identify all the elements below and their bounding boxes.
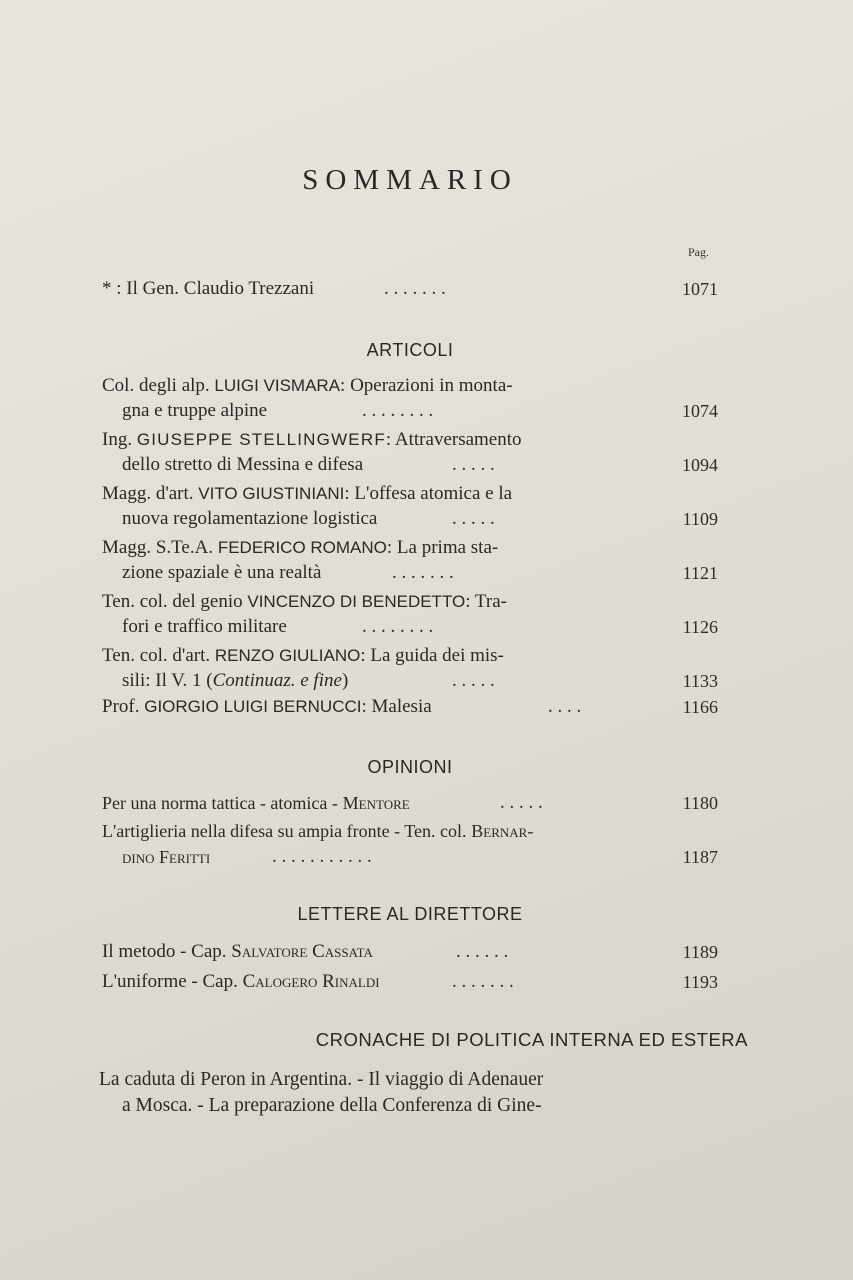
entry-page: 1109 <box>682 509 718 529</box>
entry-title: : L'offesa atomica e la <box>344 483 513 504</box>
entry-text: L'artiglieria nella difesa su ampia fronte - Ten. col. <box>102 821 467 841</box>
entry-text: Il metodo - Cap. <box>102 941 227 962</box>
section-heading-lettere: LETTERE AL DIRETTORE <box>297 904 523 924</box>
entry-page: 1180 <box>682 793 718 813</box>
toc-entry[interactable] <box>102 694 718 720</box>
toc-entry[interactable] <box>102 790 718 816</box>
leader-dots: . . . . . . . <box>384 278 446 299</box>
toc-entry-continuation[interactable] <box>122 398 718 424</box>
toc-entry[interactable] <box>102 818 718 844</box>
leader-dots: . . . . . <box>500 792 543 813</box>
author-name: VINCENZO DI BENEDETTO <box>247 592 466 611</box>
entry-title-end: ) <box>341 670 349 691</box>
leader-dots: . . . . <box>548 696 582 717</box>
toc-entry-continuation[interactable] <box>122 452 718 478</box>
leader-dots: . . . . . <box>452 454 495 475</box>
entry-text: Per una norma tattica - atomica - <box>102 793 338 813</box>
toc-entry[interactable] <box>102 969 718 995</box>
leader-dots: . . . . . . <box>456 941 509 962</box>
leader-dots: . . . . . . . . <box>362 400 434 421</box>
entry-title: : Tra- <box>465 591 507 612</box>
entry-page: 1166 <box>682 697 718 717</box>
entry-title-cont: gna e truppe alpine <box>122 400 268 421</box>
leader-dots: . . . . . <box>452 508 495 529</box>
author-name: GIUSEPPE STELLINGWERF <box>136 430 386 449</box>
entry-page: 1074 <box>682 401 718 421</box>
entry-title-cont: nuova regolamentazione logistica <box>122 508 378 529</box>
author-rank: Ten. col. del genio <box>102 591 243 612</box>
entry-title-cont: dello stretto di Messina e difesa <box>122 454 364 475</box>
author-rank: Ten. col. d'art. <box>102 645 211 666</box>
leader-dots: . . . . . <box>452 670 495 691</box>
toc-entry[interactable] <box>102 589 718 615</box>
entry-page: 1187 <box>682 847 718 867</box>
section-heading-articoli: ARTICOLI <box>366 340 454 360</box>
section-heading-cronache: CRONACHE DI POLITICA INTERNA ED ESTERA <box>315 1029 748 1050</box>
author-rank: Col. degli alp. <box>102 375 210 396</box>
author-rank: Magg. d'art. <box>102 483 194 504</box>
author-name: Salvatore Cassata <box>231 941 373 962</box>
entry-page: 1071 <box>682 279 718 299</box>
leader-dots: . . . . . . . <box>392 562 454 583</box>
toc-entry[interactable] <box>102 481 718 507</box>
page-column-label: Pag. <box>688 245 709 259</box>
toc-entry-continuation[interactable] <box>122 668 718 694</box>
author-name-cont: dino Feritti <box>122 847 211 867</box>
entry-title: : La guida dei mis- <box>360 645 504 666</box>
entry-title-italic: Continuaz. e fine <box>212 670 342 691</box>
entry-text: La caduta di Peron in Argentina. - Il viaggio di Adenauer <box>99 1069 544 1090</box>
author-name: Calogero Rinaldi <box>242 971 380 992</box>
entry-title: : Attraversamento <box>385 429 522 450</box>
author-name: GIORGIO LUIGI BERNUCCI <box>144 697 362 716</box>
entry-title-cont: sili: Il V. 1 ( <box>122 670 213 691</box>
entry-page: 1193 <box>682 972 718 992</box>
author-name: FEDERICO ROMANO <box>217 538 387 557</box>
toc-entry[interactable] <box>99 1067 715 1093</box>
toc-entry-continuation[interactable] <box>122 844 718 870</box>
entry-title-cont: zione spaziale è una realtà <box>122 562 322 583</box>
section-heading-opinioni: OPINIONI <box>367 757 453 777</box>
author-name: Mentore <box>342 793 410 813</box>
toc-entry-continuation[interactable] <box>122 1093 738 1119</box>
author-rank: Magg. S.Te.A. <box>102 537 214 558</box>
toc-entry-intro[interactable] <box>102 276 718 302</box>
toc-entry-continuation[interactable] <box>122 506 718 532</box>
toc-entry[interactable] <box>102 939 718 965</box>
entry-page: 1094 <box>682 455 718 475</box>
entry-text-cont: a Mosca. - La preparazione della Conferenza di Gine- <box>122 1095 542 1116</box>
entry-page: 1126 <box>682 617 718 637</box>
page-title: SOMMARIO <box>302 164 518 196</box>
entry-page: 1121 <box>682 563 718 583</box>
toc-entry[interactable] <box>102 427 718 453</box>
entry-page: 1133 <box>682 671 718 691</box>
author-rank: Ing. <box>102 429 133 450</box>
entry-text: * : Il Gen. Claudio Trezzani <box>102 278 315 299</box>
leader-dots: . . . . . . . . . . . <box>272 846 372 867</box>
entry-title: : Malesia <box>361 696 432 717</box>
entry-title: : La prima sta- <box>386 537 499 558</box>
entry-text: L'uniforme - Cap. <box>102 971 238 992</box>
toc-entry-continuation[interactable] <box>122 560 718 586</box>
leader-dots: . . . . . . . <box>452 971 514 992</box>
author-name: VITO GIUSTINIANI <box>198 484 345 503</box>
author-name: Bernar- <box>471 821 534 841</box>
author-name: LUIGI VISMARA <box>214 376 341 395</box>
toc-entry[interactable] <box>102 535 718 561</box>
author-rank: Prof. <box>102 696 140 717</box>
entry-title-cont: fori e traffico militare <box>122 616 287 637</box>
entry-page: 1189 <box>682 942 718 962</box>
toc-entry[interactable] <box>102 373 718 399</box>
toc-entry[interactable] <box>102 643 718 669</box>
author-name: RENZO GIULIANO <box>214 646 361 665</box>
leader-dots: . . . . . . . . <box>362 616 434 637</box>
toc-entry-continuation[interactable] <box>122 614 718 640</box>
entry-title: : Operazioni in monta- <box>340 375 513 396</box>
